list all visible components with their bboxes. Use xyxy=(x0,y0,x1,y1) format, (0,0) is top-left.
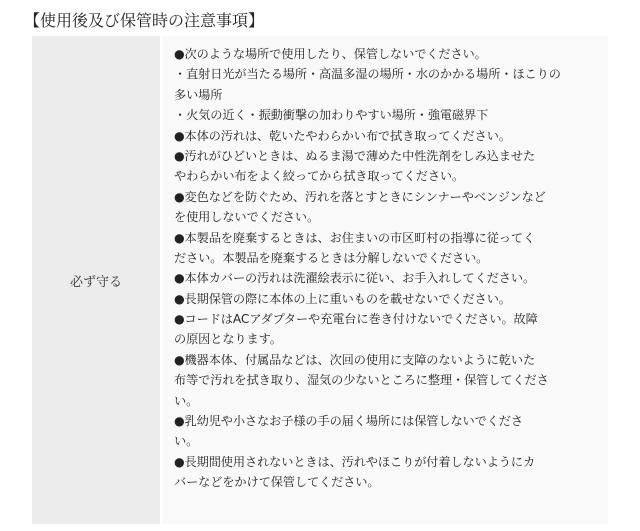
label-cell xyxy=(32,36,160,524)
caution-line: ●機器本体、付属品などは、次回の使用に支障のないように乾いた xyxy=(174,352,536,367)
caution-line: い。 xyxy=(174,393,199,408)
section-heading: 【使用後及び保管時の注意事項】 xyxy=(24,11,265,30)
caution-line: ださい。本製品を廃棄するときは分解しないでください。 xyxy=(174,250,489,265)
caution-line: ●長期保管の際に本体の上に重いものを載せないでください。 xyxy=(174,291,511,306)
content-cell xyxy=(162,36,608,524)
caution-line: ●乳幼児や小さなお子様の手の届く場所には保管しないでくださ xyxy=(174,414,523,429)
caution-line: ●汚れがひどいときは、ぬるま湯で薄めた中性洗剤をしみ込ませた xyxy=(174,148,536,163)
caution-line: ●本体の汚れは、乾いたやわらかい布で拭き取ってください。 xyxy=(174,128,511,143)
caution-line: ●長期間使用されないときは、汚れやほこりが付着しないようにカ xyxy=(174,454,536,469)
caution-line: ●本体カバーの汚れは洗濯絵表示に従い、お手入れしてください。 xyxy=(174,271,536,286)
caution-line: ●コードはACアダプターや充電台に巻き付けないでください。故障 xyxy=(174,312,538,327)
caution-line: を使用しないでください。 xyxy=(174,210,320,225)
caution-line: ●次のような場所で使用したり、保管しないでください。 xyxy=(174,47,487,61)
caution-line: やわらかい布をよく絞ってから拭き取ってください。 xyxy=(174,169,465,184)
caution-line: 多い場所 xyxy=(174,87,223,102)
caution-line: バーなどをかけて保管してください。 xyxy=(174,475,380,490)
caution-table xyxy=(32,36,608,524)
caution-line: い。 xyxy=(174,434,199,449)
caution-line: の原因となります。 xyxy=(174,332,282,347)
caution-line: ・直射日光が当たる場所・高温多湿の場所・水のかかる場所・ほこりの xyxy=(174,67,561,82)
caution-line: ●本製品を廃棄するときは、お住まいの市区町村の指導に従ってく xyxy=(174,230,536,245)
caution-line: ・火気の近く・振動衝撃の加わりやすい場所・強電磁界下 xyxy=(174,108,489,123)
caution-line: ●変色などを防ぐため、汚れを落とすときにシンナーやベンジンなど xyxy=(174,189,546,204)
label-must-follow: 必ず守る xyxy=(69,274,122,290)
caution-line: 布等で汚れを拭き取り、湿気の少ないところに整理・保管してくださ xyxy=(174,373,549,388)
